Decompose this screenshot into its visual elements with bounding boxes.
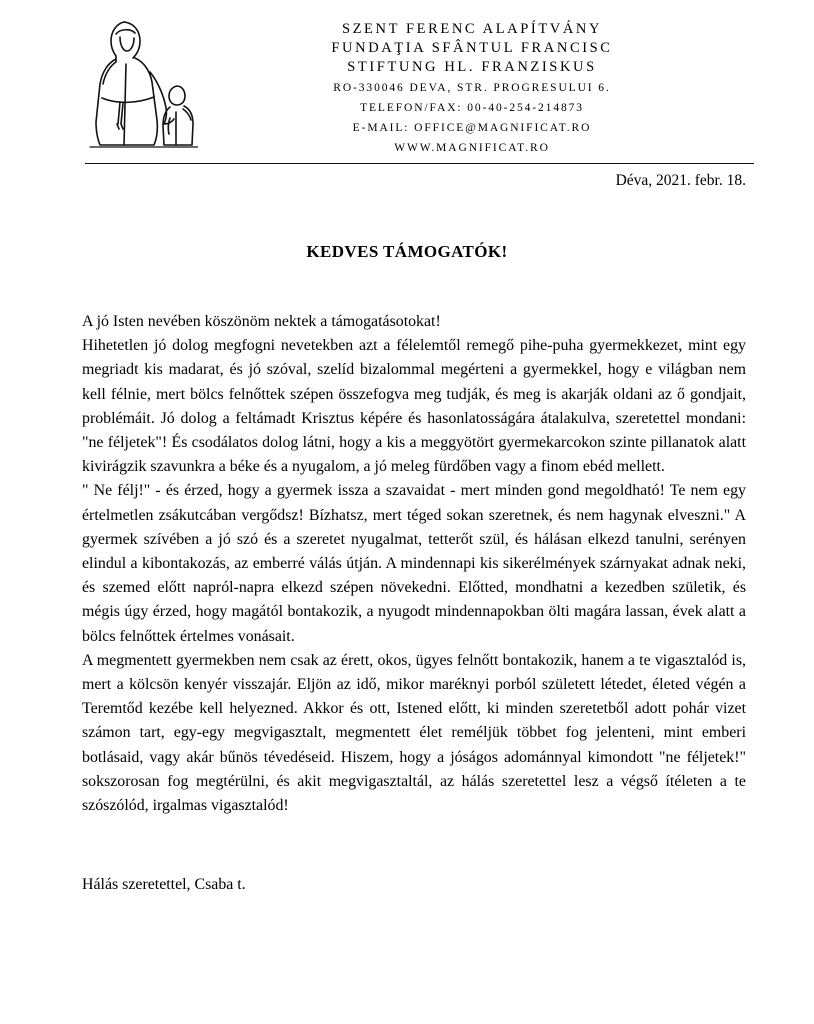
org-phone-fax: TELEFON/FAX: 00-40-254-214873	[360, 102, 584, 114]
greeting-paragraph: A jó Isten nevében köszönöm nektek a támogatásotokat!	[82, 313, 441, 330]
org-name-hu: SZENT FERENC ALAPÍTVÁNY	[341, 21, 603, 37]
org-name-de: STIFTUNG HL. FRANZISKUS	[347, 59, 597, 75]
org-name-ro: FUNDAŢIA SFÂNTUL FRANCISC	[331, 40, 613, 56]
letter-body	[82, 262, 746, 818]
body-paragraph-3: A megmentett gyermekben nem csak az érett, okos, ügyes felnőtt bontakozik, hanem a te vigasztalód is, mert a kölcsön kenyér visszajár. Eljön az idő, mikor maréknyi porból született létedet, életed végén a Teremtőd kezébe kell helyezned. Akkor és ott, Istened előtt, ki minden szeretetből adott pohár vizet számon tart, egy-egy megvigasztalt, megmentett élet reméljük többet fog jelenteni, mint emberi botlásaid, vagy akár bűnös tévedéseid. Hiszem, hogy a jóságos adománnyal kimondott "ne féljetek!" sokszorosan fog megtérülni, és akit megvigasztaltál, az hálás szeretettel lesz a végső ítéleten a te szószólód, irgalmas vigasztalód!	[82, 651, 746, 815]
body-paragraph-1: Hihetetlen jó dolog megfogni nevetekben azt a félelemtől remegő pihe-puha gyermekkezet, mint egy megriadt kis madarat, és jó szóval, szelíd bizalommal megérteni a gyermekkel, hogy e világban nem kell félnie, mert bölcs felnőttek szépen összefogva meg tudják, és meg is akarják oldani az ő gondjait, problémáit. Jó dolog a feltámadt Krisztus képére és hasonlatosságára átalakulva, szeretettel mondani: "ne féljetek"! És csodálatos dolog látni, hogy a kis a meggyötört gyermekarcokon szinte pillanatok alatt kivirágzik szavunkra a béke és a nyugalom, a jó meleg fürdőben vagy a finom ebéd mellett.	[82, 337, 746, 476]
franciscan-friar-with-child-icon	[80, 12, 200, 152]
org-website: WWW.MAGNIFICAT.RO	[394, 142, 550, 154]
page-title: KEDVES TÁMOGATÓK!	[306, 242, 508, 261]
org-email: E-MAIL: OFFICE@MAGNIFICAT.RO	[352, 122, 592, 134]
signature-line: Hálás szeretettel, Csaba t.	[82, 876, 246, 894]
organization-identity	[200, 8, 754, 157]
date-line: Déva, 2021. febr. 18.	[615, 172, 746, 189]
body-paragraph-2: " Ne félj!" - és érzed, hogy a gyermek issza a szavaidat - mert minden gond megoldható! Te nem egy értelmetlen zsákutcában vergődsz! Bízhatsz, mert téged sokan szeretnek, és nem hagynak elveszni." A gyermek szívében a jó szó és a szeretet nyugalmat, tetterőt szül, és hálásan elkezd tanulni, serényen elindul a kibontakozás, az emberré válás útján. A mindennapi kis sikerélmények szárnyakat adnak neki, és szemed előtt napról-napra elkezd szépen növekedni. Előtted, mondhatni a kezedben születik, és mégis úgy érzed, hogy magától bontakozik, a nyugodt mindennapokban ölti magára lassan, évek alatt a bölcs felnőttek értelmes vonásait.	[82, 482, 746, 645]
foundation-logo	[80, 8, 200, 152]
letterhead	[0, 0, 814, 157]
org-address: RO-330046 DEVA, STR. PROGRESULUI 6.	[333, 82, 611, 94]
